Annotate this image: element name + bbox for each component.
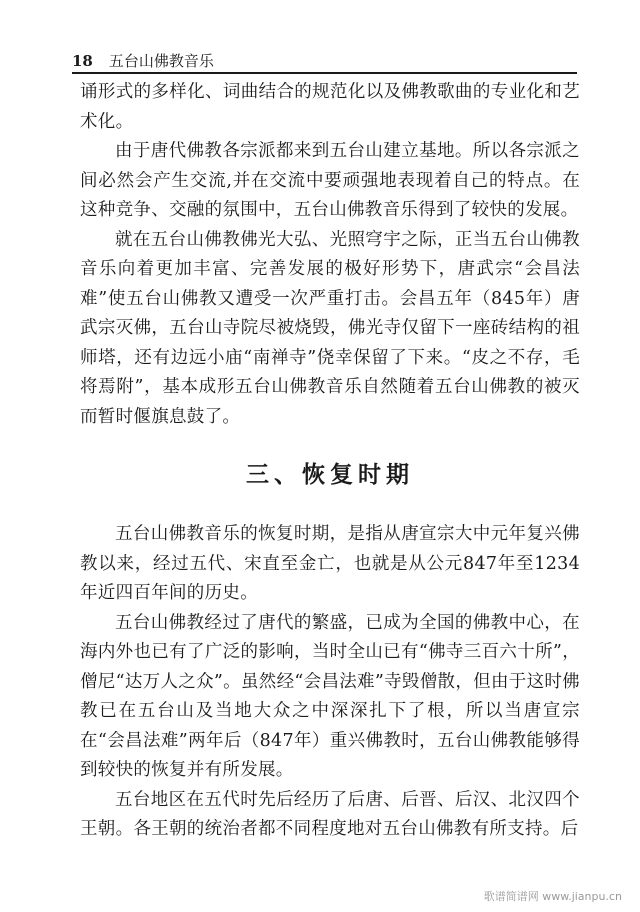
- page-body: [80, 78, 580, 845]
- paragraph-five-dynasties: 五台地区在五代时先后经历了后唐、后晋、后汉、北汉四个王朝。各王朝的统治者都不同程度地对五台山佛教有所支持。后: [80, 789, 580, 839]
- paragraph-tang-sects: 由于唐代佛教各宗派都来到五台山建立基地。所以各宗派之间必然会产生交流,并在交流中要顽强地表现着自己的特点。在这种竞争、交融的氛围中，五台山佛教音乐得到了较快的发展。: [80, 141, 580, 220]
- page-number: 18: [72, 52, 93, 70]
- site-watermark: 歌谱简谱网 www.jianpu.cn: [483, 890, 622, 903]
- paragraph-buddhist-center: 五台山佛教经过了唐代的繁盛，已成为全国的佛教中心，在海内外也已有了广泛的影响，当时全山已有“佛寺三百六十所”，僧尼“达万人之众”。虽然经“会昌法难”寺毁僧散，但由于这时佛教已在五台山及当地大众之中深深扎下了根，所以当唐宣宗在“会昌法难”两年后（847年）重兴佛教时，五台山佛教能够得到较快的恢复并有所发展。: [80, 612, 580, 780]
- section-title: 三、恢复时期: [246, 462, 414, 488]
- paragraph-continued: 诵形式的多样化、词曲结合的规范化以及佛教歌曲的专业化和艺术化。: [80, 82, 580, 132]
- paragraph-recovery-period: 五台山佛教音乐的恢复时期，是指从唐宣宗大中元年复兴佛教以来，经过五代、宋直至金亡，也就是从公元847年至1234年近四百年间的历史。: [80, 524, 580, 603]
- paragraph-huichang-persecution: 就在五台山佛教佛光大弘、光照穹宇之际，正当五台山佛教音乐向着更加丰富、完善发展的极好形势下，唐武宗“会昌法难”使五台山佛教又遭受一次严重打击。会昌五年（845年）唐武宗灭佛，五台山寺院尽被烧毁，佛光寺仅留下一座砖结构的祖师塔，还有边远小庙“南禅寺”侥幸保留了下来。“皮之不存，毛将焉附”，基本成形五台山佛教音乐自然随着五台山佛教的被灭而暂时偃旗息鼓了。: [80, 229, 580, 427]
- running-header: [72, 50, 577, 74]
- book-title: 五台山佛教音乐: [108, 52, 214, 70]
